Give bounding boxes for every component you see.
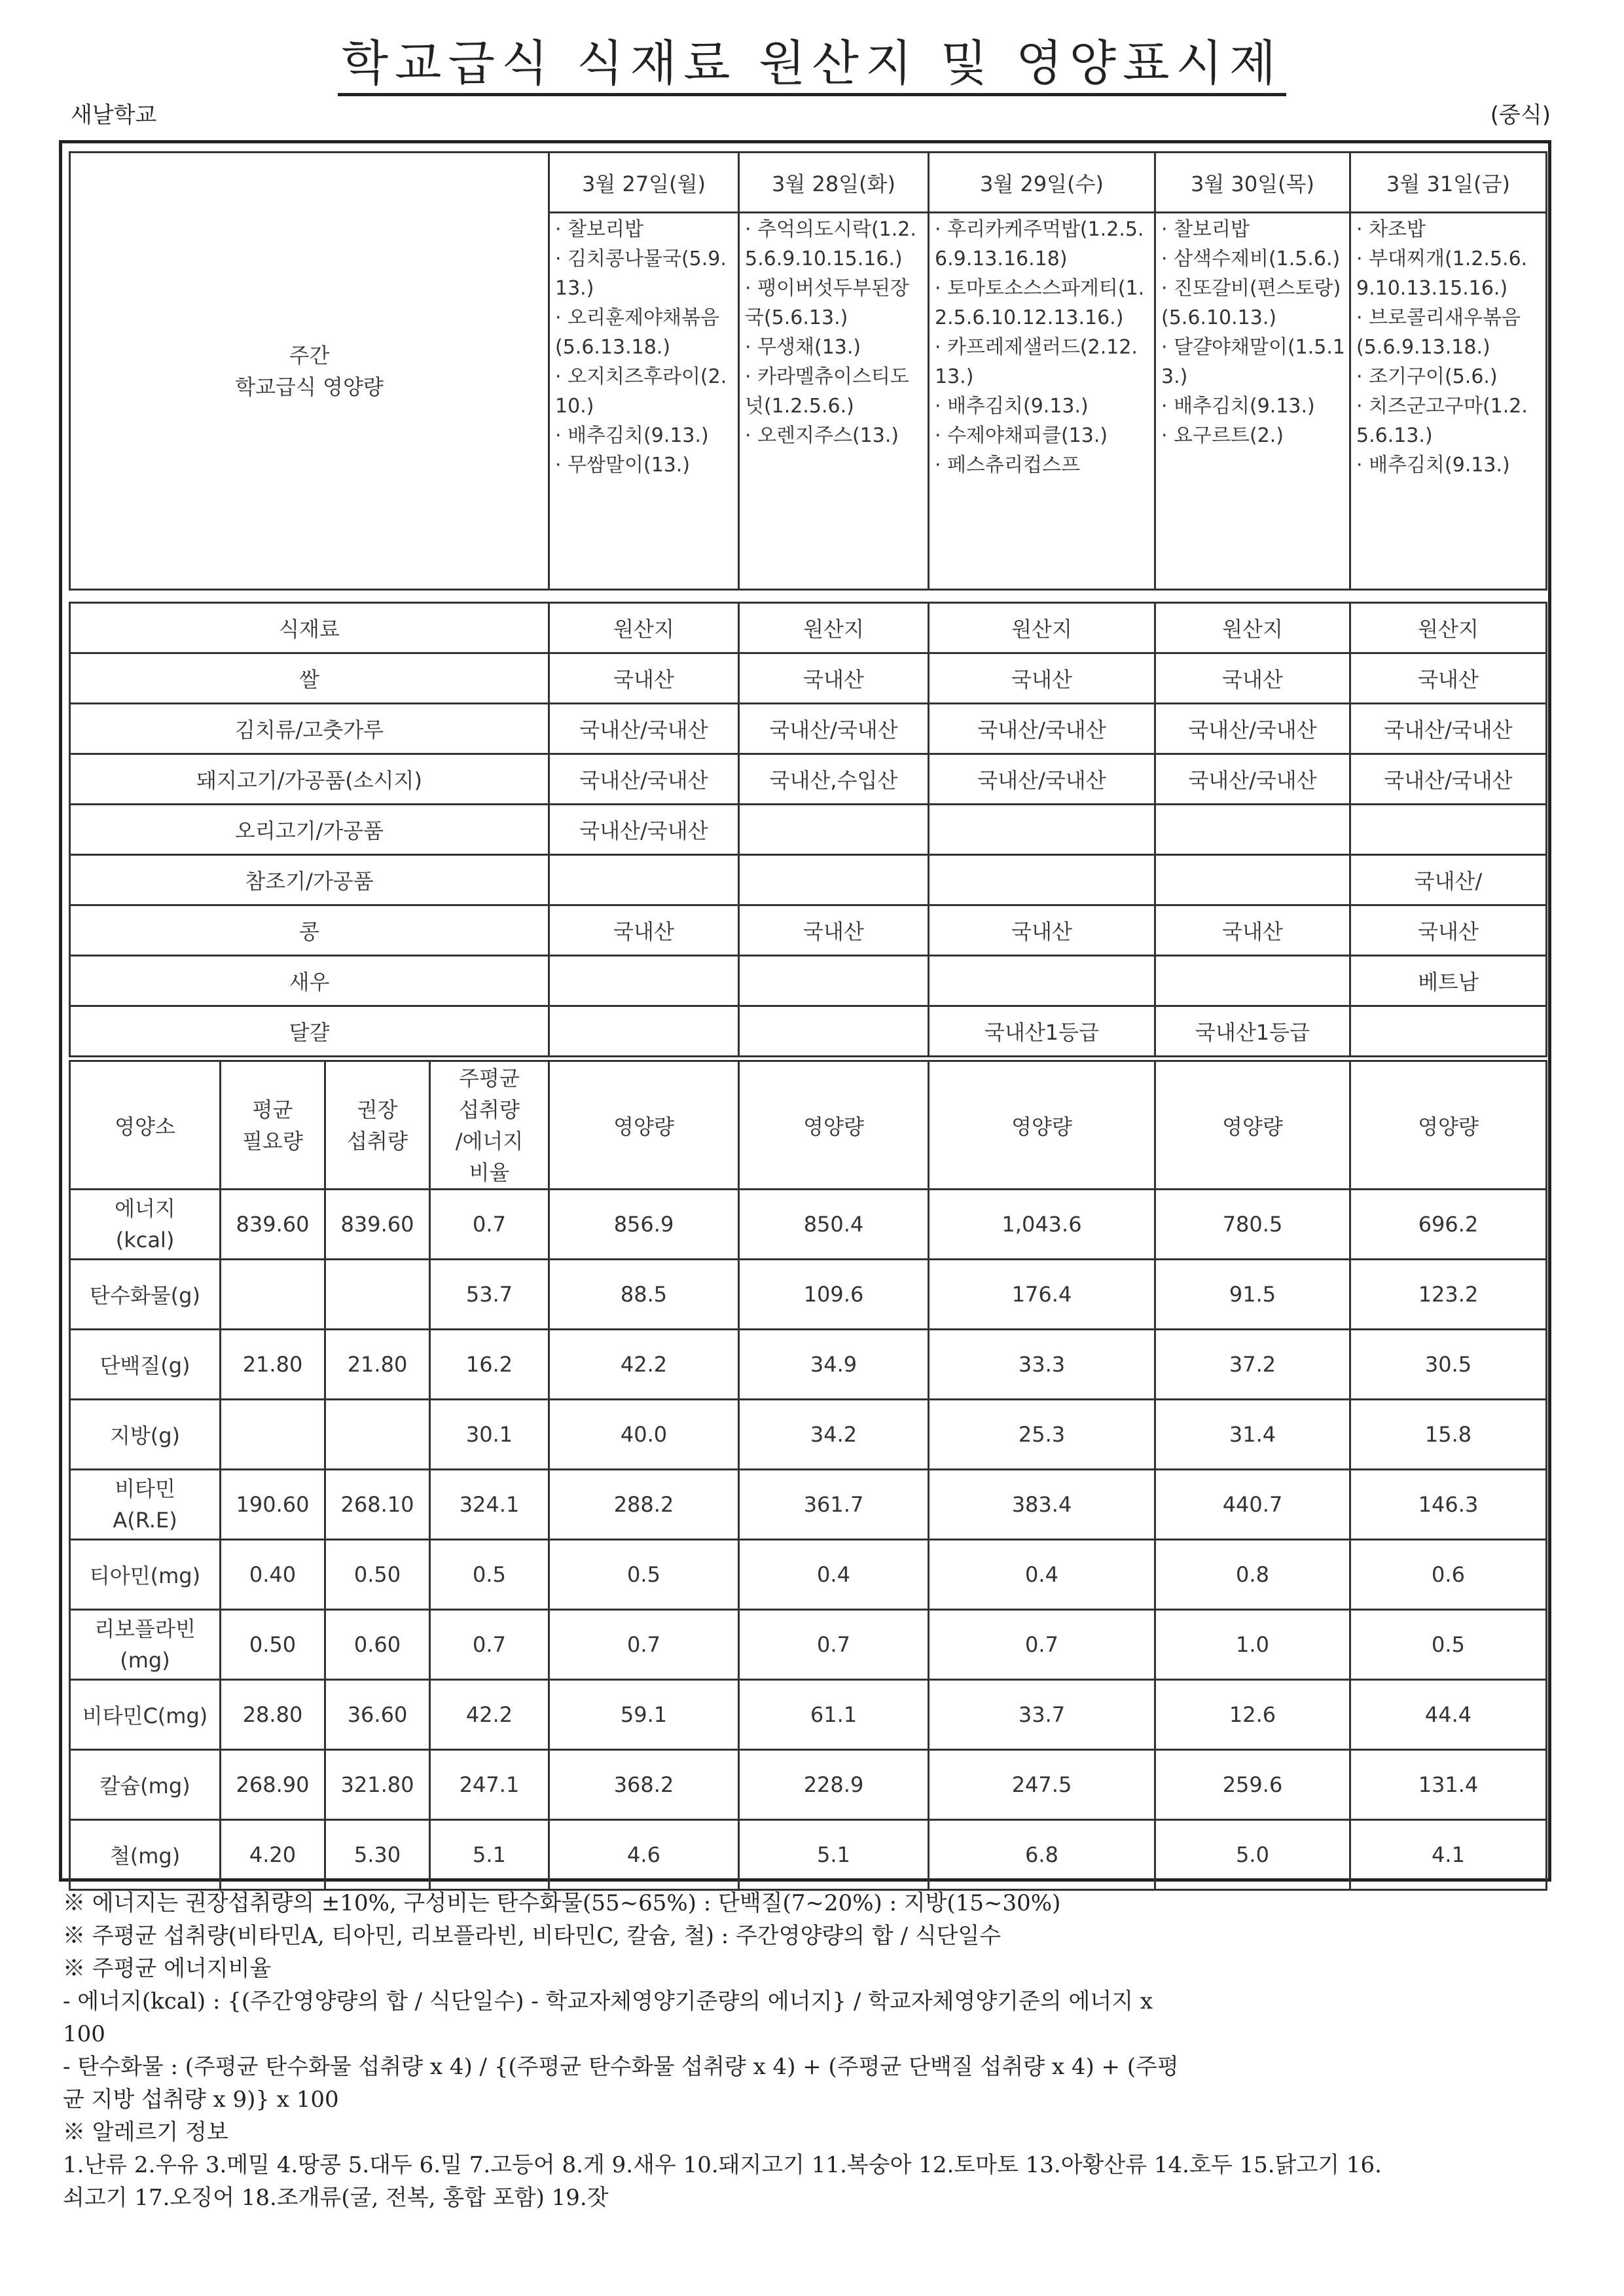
recommended-intake: 5.30 [325, 1820, 430, 1890]
weekly-average: 324.1 [430, 1470, 549, 1540]
avg-requirement [221, 1260, 325, 1330]
day-value: 34.2 [739, 1400, 929, 1470]
recommended-intake: 0.60 [325, 1610, 430, 1680]
origin-value: 국내산,수입산 [739, 754, 929, 805]
footnote-line: 100 [63, 2021, 105, 2047]
origin-value: 국내산 [929, 653, 1155, 704]
nutrition-row [70, 1330, 1547, 1400]
footnote-line: - 에너지(kcal) : {(주간영양량의 합 / 식단일수) - 학교자체영양기준량의 에너지} / 학교자체영양기준의 에너지 x [63, 1988, 1153, 2014]
footnote-line: 균 지방 섭취량 x 9)} x 100 [63, 2086, 339, 2113]
origin-value: 국내산/국내산 [549, 805, 739, 855]
recommended-intake-header [325, 1061, 430, 1190]
nutrition-row [70, 1540, 1547, 1610]
nutrition-row [70, 1680, 1547, 1750]
origin-value: 국내산/국내산 [1155, 754, 1350, 805]
menu-item: · 찰보리밥 [555, 218, 643, 241]
day-nutrition-header: 영양량 [1350, 1061, 1547, 1190]
day-value: 0.7 [929, 1610, 1155, 1680]
header-line: 섭취량 [459, 1097, 520, 1122]
origin-value: 국내산 [1155, 653, 1350, 704]
nutrient-name-line: (kcal) [115, 1228, 175, 1252]
menu-items-day [1350, 213, 1547, 590]
menu-items-day [739, 213, 929, 590]
origin-value [929, 805, 1155, 855]
menu-items-day [929, 213, 1155, 590]
day-value: 361.7 [739, 1470, 929, 1540]
nutrition-row [70, 1190, 1547, 1260]
origin-value: 국내산 [739, 905, 929, 956]
menu-item: · 오지치즈후라이(2.10.) [555, 365, 727, 418]
nutrient-name-line: 비타민 [115, 1476, 175, 1501]
nutrient-header: 영양소 [70, 1061, 221, 1190]
origin-value [739, 1006, 929, 1057]
recommended-intake: 0.50 [325, 1540, 430, 1610]
menu-item: · 카프레제샐러드(2.12.13.) [935, 336, 1138, 388]
menu-item: · 오리훈제야채볶음(5.6.13.18.) [555, 306, 719, 359]
origin-value: 국내산 [1350, 905, 1547, 956]
footnote-line: ※ 에너지는 권장섭취량의 ±10%, 구성비는 탄수화물(55~65%) : 단백질(7~20%) : 지방(15~30%) [63, 1890, 1061, 1916]
origin-value [929, 855, 1155, 905]
day-nutrition-header: 영양량 [739, 1061, 929, 1190]
menu-item: · 배추김치(9.13.) [1356, 454, 1510, 477]
menu-item: · 부대찌개(1.2.5.6.9.10.13.15.16.) [1356, 247, 1528, 300]
menu-label-line: 주간 [289, 342, 330, 368]
origin-value [929, 956, 1155, 1006]
day-value: 131.4 [1350, 1750, 1547, 1820]
avg-requirement: 4.20 [221, 1820, 325, 1890]
header-line: 주평균 [459, 1065, 520, 1091]
weekly-average: 247.1 [430, 1750, 549, 1820]
origin-value: 국내산 [549, 653, 739, 704]
avg-requirement: 0.40 [221, 1540, 325, 1610]
footnote-line: - 탄수화물 : (주평균 탄수화물 섭취량 x 4) / {(주평균 탄수화물 섭취량 x 4) + (주평균 단백질 섭취량 x 4) + (주평 [63, 2054, 1179, 2080]
header-line: 평균 [252, 1097, 293, 1122]
day-value: 4.1 [1350, 1820, 1547, 1890]
origin-ingredient: 김치류/고춧가루 [70, 704, 549, 754]
day-value: 42.2 [549, 1330, 739, 1400]
origin-value [1155, 855, 1350, 905]
day-value: 228.9 [739, 1750, 929, 1820]
day-value: 59.1 [549, 1680, 739, 1750]
page-title [0, 25, 1624, 94]
recommended-intake [325, 1260, 430, 1330]
menu-item: · 삼색수제비(1.5.6.) [1161, 247, 1341, 270]
footnote-line: 1.난류 2.우유 3.메밀 4.땅콩 5.대두 6.밀 7.고등어 8.게 9.새우 10.돼지고기 11.복숭아 12.토마토 13.아황산류 14.호두 15.닭고기 16. [63, 2152, 1382, 2178]
day-value: 31.4 [1155, 1400, 1350, 1470]
day-value: 696.2 [1350, 1190, 1547, 1260]
header-line: 권장 [357, 1097, 398, 1122]
menu-item: · 차조밥 [1356, 218, 1426, 241]
origin-value [549, 1006, 739, 1057]
origin-value [1350, 1006, 1547, 1057]
nutrient-name [70, 1470, 221, 1540]
menu-item: · 페스츄리컵스프 [935, 454, 1080, 477]
nutrition-row [70, 1260, 1547, 1330]
recommended-intake: 36.60 [325, 1680, 430, 1750]
day-value: 0.5 [549, 1540, 739, 1610]
day-value: 33.3 [929, 1330, 1155, 1400]
origin-value: 국내산/국내산 [929, 754, 1155, 805]
origin-value [739, 855, 929, 905]
menu-date: 3월 28일(화) [739, 153, 929, 213]
day-value: 1,043.6 [929, 1190, 1155, 1260]
nutrient-name [70, 1610, 221, 1680]
origin-row [70, 754, 1547, 805]
origin-value: 국내산/국내산 [1155, 704, 1350, 754]
day-value: 288.2 [549, 1470, 739, 1540]
nutrition-row [70, 1820, 1547, 1890]
menu-item: · 김치콩나물국(5.9.13.) [555, 247, 727, 300]
avg-requirement: 28.80 [221, 1680, 325, 1750]
origin-row [70, 956, 1547, 1006]
weekly-average: 0.7 [430, 1190, 549, 1260]
menu-item: · 배추김치(9.13.) [1161, 395, 1315, 418]
menu-date: 3월 31일(금) [1350, 153, 1547, 213]
origin-header-cell: 원산지 [739, 603, 929, 653]
menu-item: · 요구르트(2.) [1161, 424, 1284, 447]
menu-item: · 치즈군고구마(1.2.5.6.13.) [1356, 395, 1528, 447]
menu-item: · 찰보리밥 [1161, 218, 1250, 241]
day-value: 61.1 [739, 1680, 929, 1750]
menu-item: · 추억의도시락(1.2.5.6.9.10.15.16.) [745, 218, 916, 270]
recommended-intake [325, 1400, 430, 1470]
menu-item: · 조기구이(5.6.) [1356, 365, 1498, 388]
avg-requirement: 190.60 [221, 1470, 325, 1540]
menu-item: · 배추김치(9.13.) [555, 424, 709, 447]
origin-value: 국내산1등급 [929, 1006, 1155, 1057]
menu-item: · 오렌지주스(13.) [745, 424, 899, 447]
origin-ingredient: 오리고기/가공품 [70, 805, 549, 855]
origin-value: 국내산/국내산 [929, 704, 1155, 754]
origin-row [70, 805, 1547, 855]
day-value: 4.6 [549, 1820, 739, 1890]
origin-ingredient: 참조기/가공품 [70, 855, 549, 905]
weekly-average: 16.2 [430, 1330, 549, 1400]
menu-item: · 달걀야채말이(1.5.13.) [1161, 336, 1345, 388]
page-title-text: 학교급식 식재료 원산지 및 영양표시제 [338, 35, 1287, 96]
day-value: 5.1 [739, 1820, 929, 1890]
avg-requirement: 839.60 [221, 1190, 325, 1260]
origin-value: 국내산/국내산 [1350, 704, 1547, 754]
nutrition-row [70, 1400, 1547, 1470]
nutrient-name [70, 1190, 221, 1260]
nutrient-name: 티아민(mg) [70, 1540, 221, 1610]
nutrient-name-line: 에너지 [115, 1196, 175, 1221]
day-value: 0.5 [1350, 1610, 1547, 1680]
day-value: 856.9 [549, 1190, 739, 1260]
origin-ingredient: 콩 [70, 905, 549, 956]
origin-value: 베트남 [1350, 956, 1547, 1006]
menu-date: 3월 29일(수) [929, 153, 1155, 213]
origin-value: 국내산/국내산 [739, 704, 929, 754]
menu-items-day [549, 213, 739, 590]
origin-value [549, 855, 739, 905]
day-value: 850.4 [739, 1190, 929, 1260]
origin-header-cell: 원산지 [929, 603, 1155, 653]
origin-row [70, 905, 1547, 956]
menu-item: · 브로콜리새우볶음(5.6.9.13.18.) [1356, 306, 1521, 359]
day-value: 440.7 [1155, 1470, 1350, 1540]
header-line: 섭취량 [347, 1128, 408, 1154]
weekly-average-header [430, 1061, 549, 1190]
menu-item: · 토마토소스스파게티(1.2.5.6.10.12.13.16.) [935, 277, 1145, 329]
day-value: 368.2 [549, 1750, 739, 1820]
origin-row [70, 855, 1547, 905]
day-value: 37.2 [1155, 1330, 1350, 1400]
origin-value [739, 805, 929, 855]
avg-requirement: 0.50 [221, 1610, 325, 1680]
day-value: 0.8 [1155, 1540, 1350, 1610]
menu-date: 3월 30일(목) [1155, 153, 1350, 213]
avg-requirement-header [221, 1061, 325, 1190]
origin-row [70, 1006, 1547, 1057]
day-value: 6.8 [929, 1820, 1155, 1890]
day-value: 0.7 [739, 1610, 929, 1680]
nutrient-name: 비타민C(mg) [70, 1680, 221, 1750]
menu-item: · 수제야채피클(13.) [935, 424, 1108, 447]
weekly-average: 30.1 [430, 1400, 549, 1470]
nutrition-row [70, 1610, 1547, 1680]
weekly-average: 42.2 [430, 1680, 549, 1750]
origin-row [70, 704, 1547, 754]
origin-header-row [70, 603, 1547, 653]
origin-ingredient: 새우 [70, 956, 549, 1006]
menu-items-day [1155, 213, 1350, 590]
nutrition-header-row [70, 1061, 1547, 1190]
menu-item: · 배추김치(9.13.) [935, 395, 1089, 418]
menu-date-row [70, 153, 1547, 213]
recommended-intake: 268.10 [325, 1470, 430, 1540]
day-value: 780.5 [1155, 1190, 1350, 1260]
menu-label-line: 학교급식 영양량 [235, 374, 384, 399]
day-value: 88.5 [549, 1260, 739, 1330]
day-value: 25.3 [929, 1400, 1155, 1470]
origin-value: 국내산/국내산 [549, 754, 739, 805]
menu-item: · 무생채(13.) [745, 336, 861, 359]
day-value: 34.9 [739, 1330, 929, 1400]
origin-value: 국내산 [929, 905, 1155, 956]
nutrient-name: 지방(g) [70, 1400, 221, 1470]
header-line: 비율 [469, 1159, 510, 1185]
day-value: 12.6 [1155, 1680, 1350, 1750]
avg-requirement: 268.90 [221, 1750, 325, 1820]
menu-item: · 무쌈말이(13.) [555, 454, 691, 477]
menu-date: 3월 27일(월) [549, 153, 739, 213]
footnote-line: ※ 주평균 섭취량(비타민A, 티아민, 리보플라빈, 비타민C, 칼슘, 철) : 주간영양량의 합 / 식단일수 [63, 1923, 1001, 1949]
day-value: 30.5 [1350, 1330, 1547, 1400]
recommended-intake: 21.80 [325, 1330, 430, 1400]
footnotes [63, 1887, 1568, 2214]
avg-requirement [221, 1400, 325, 1470]
origin-value: 국내산 [1155, 905, 1350, 956]
day-nutrition-header: 영양량 [1155, 1061, 1350, 1190]
avg-requirement: 21.80 [221, 1330, 325, 1400]
origin-value: 국내산/국내산 [1350, 754, 1547, 805]
nutrient-name: 단백질(g) [70, 1330, 221, 1400]
menu-item: · 후리카케주먹밥(1.2.5.6.9.13.16.18) [935, 218, 1144, 270]
recommended-intake: 839.60 [325, 1190, 430, 1260]
weekly-average: 0.7 [430, 1610, 549, 1680]
day-value: 0.6 [1350, 1540, 1547, 1610]
day-value: 383.4 [929, 1470, 1155, 1540]
origin-ingredient: 돼지고기/가공품(소시지) [70, 754, 549, 805]
footnote-line: ※ 주평균 에너지비율 [63, 1956, 272, 1982]
origin-header-cell: 원산지 [1155, 603, 1350, 653]
origin-header-label: 식재료 [70, 603, 549, 653]
day-value: 1.0 [1155, 1610, 1350, 1680]
weekly-average: 5.1 [430, 1820, 549, 1890]
footnote-line: 쇠고기 17.오징어 18.조개류(굴, 전복, 홍합 포함) 19.잣 [63, 2185, 609, 2211]
origin-value [739, 956, 929, 1006]
document-sheet [59, 140, 1551, 1882]
origin-ingredient: 쌀 [70, 653, 549, 704]
nutrition-table [69, 1060, 1547, 1891]
day-value: 33.7 [929, 1680, 1155, 1750]
nutrient-name: 칼슘(mg) [70, 1750, 221, 1820]
origin-value [1155, 805, 1350, 855]
menu-item: · 카라멜츄이스티도넛(1.2.5.6.) [745, 365, 909, 418]
day-value: 123.2 [1350, 1260, 1547, 1330]
day-value: 0.7 [549, 1610, 739, 1680]
day-value: 146.3 [1350, 1470, 1547, 1540]
origin-value: 국내산1등급 [1155, 1006, 1350, 1057]
origin-value [549, 956, 739, 1006]
origin-table [69, 602, 1547, 1057]
origin-value: 국내산 [739, 653, 929, 704]
day-value: 5.0 [1155, 1820, 1350, 1890]
origin-value: 국내산 [549, 905, 739, 956]
meal-type: (중식) [1490, 102, 1551, 128]
day-value: 44.4 [1350, 1680, 1547, 1750]
nutrition-row [70, 1750, 1547, 1820]
day-value: 15.8 [1350, 1400, 1547, 1470]
nutrition-row [70, 1470, 1547, 1540]
origin-value: 국내산/ [1350, 855, 1547, 905]
day-value: 247.5 [929, 1750, 1155, 1820]
day-value: 109.6 [739, 1260, 929, 1330]
origin-row [70, 653, 1547, 704]
nutrient-name-line: (mg) [120, 1648, 170, 1673]
menu-item: · 진또갈비(편스토랑)(5.6.10.13.) [1161, 277, 1341, 329]
school-name: 새날학교 [71, 102, 157, 128]
origin-header-cell: 원산지 [549, 603, 739, 653]
day-value: 0.4 [739, 1540, 929, 1610]
origin-ingredient: 달걀 [70, 1006, 549, 1057]
header-line: 필요량 [242, 1128, 303, 1154]
weekly-average: 0.5 [430, 1540, 549, 1610]
nutrient-name: 탄수화물(g) [70, 1260, 221, 1330]
nutrient-name-line: A(R.E) [113, 1508, 177, 1533]
menu-label-cell [70, 153, 549, 590]
origin-value [1155, 956, 1350, 1006]
origin-header-cell: 원산지 [1350, 603, 1547, 653]
day-value: 40.0 [549, 1400, 739, 1470]
day-value: 176.4 [929, 1260, 1155, 1330]
origin-value: 국내산 [1350, 653, 1547, 704]
header-line: /에너지 [455, 1128, 524, 1154]
nutrient-name: 철(mg) [70, 1820, 221, 1890]
day-value: 0.4 [929, 1540, 1155, 1610]
nutrient-name-line: 리보플라빈 [94, 1616, 196, 1641]
day-value: 91.5 [1155, 1260, 1350, 1330]
weekly-average: 53.7 [430, 1260, 549, 1330]
weekly-menu-table [69, 151, 1547, 591]
menu-item: · 팽이버섯두부된장국(5.6.13.) [745, 277, 909, 329]
day-nutrition-header: 영양량 [549, 1061, 739, 1190]
origin-value [1350, 805, 1547, 855]
recommended-intake: 321.80 [325, 1750, 430, 1820]
day-nutrition-header: 영양량 [929, 1061, 1155, 1190]
origin-value: 국내산/국내산 [549, 704, 739, 754]
footnote-line: ※ 알레르기 정보 [63, 2119, 228, 2145]
day-value: 259.6 [1155, 1750, 1350, 1820]
